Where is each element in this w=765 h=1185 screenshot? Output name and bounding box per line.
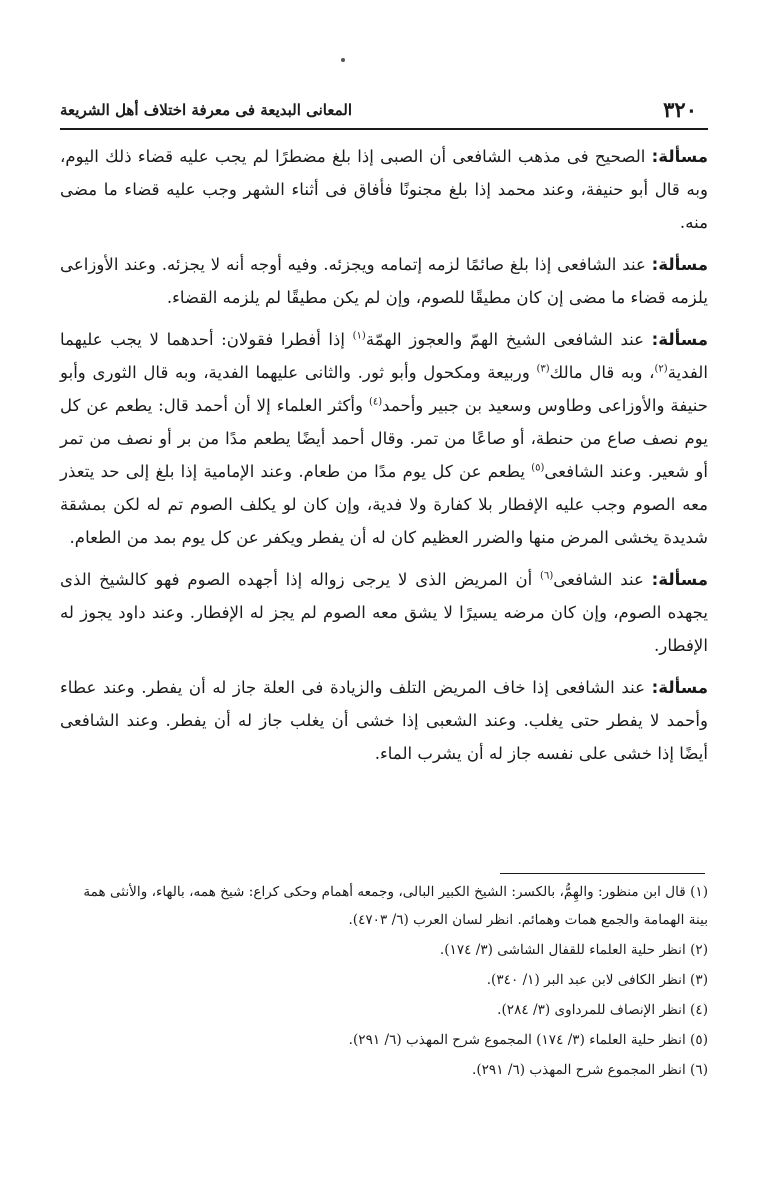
footnote: (٢) انظر حلية العلماء للقفال الشاشى (٣/ ١٧٤).	[439, 942, 708, 958]
paragraph-text: عند الشافعى إذا بلغ صائمًا لزمه إتمامه ويجزئه. وفيه أوجه أنه لا يجزئه. وعند الأوزاعى يلزمه قضاء ما مضى إن كان مطيقًا للصوم، وإن لم يكن مطيقًا لم يلزمه القضاء.	[60, 255, 708, 307]
paragraph-text: إذا أفطرا فقولان: أحدهما لا يجب عليهما الفدية	[60, 330, 708, 382]
issue-label: مسألة:	[651, 678, 708, 697]
running-title: المعانى البديعة فى معرفة اختلاف أهل الشريعة	[60, 101, 353, 119]
footnote: (٥) انظر حلية العلماء (٣/ ١٧٤) المجموع شرح المهذب (٦/ ٢٩١).	[348, 1032, 708, 1048]
issue-label: مسألة:	[651, 147, 708, 166]
footnote: (٣) انظر الكافى لابن عبد البر (١/ ٣٤٠).	[486, 972, 708, 988]
issue-label: مسألة:	[651, 330, 708, 349]
footnote-ref[interactable]: (٥)	[531, 462, 545, 474]
issue-label: مسألة:	[651, 255, 708, 274]
paragraph-text: وأكثر العلماء إلا أن أحمد قال: يطعم عن كل يوم نصف صاع من حنطة، أو صاعًا من تمر. وقال أحمد أيضًا يطعم مدًا من بر أو نصف من تمر أو شعير. وعند الشافعى	[60, 396, 708, 481]
issue-paragraph	[60, 248, 708, 314]
paragraph-text: يطعم عن كل يوم مدًا من طعام. وعند الإمامية إذا بلغ إلى حد يتعذر معه الصوم وجب عليه الإفطار بلا كفارة ولا فدية، وإن كان لو يكلف الصوم تم له لكن بمشقة شديدة يخشى المرض منها والضرر العظيم كان له أن يفطر ويكفر عن كل يوم بمد من الطعام.	[60, 462, 708, 547]
paragraph-text: وربيعة ومكحول وأبو ثور. والثانى عليهما الفدية، وبه قال الثورى وأبو حنيفة والأوزاعى وطاوس وسعيد بن جبير وأحمد	[60, 363, 708, 415]
footnote-ref[interactable]: (٦)	[540, 570, 554, 582]
footnote-ref[interactable]: (٣)	[536, 363, 550, 375]
footnote-ref[interactable]: (٢)	[654, 363, 668, 375]
paragraph-text: عند الشافعى	[553, 570, 652, 589]
page-number: ٣٢٠	[663, 97, 697, 122]
footnote-ref[interactable]: (٤)	[368, 396, 383, 408]
footnote: (١) قال ابن منظور: والهِمُّ، بالكسر: الشيخ الكبير البالى، وجمعه أهمام وحكى كراع: شيخ همه، بالهاء، والأنثى همة بينة الهمامة والجمع همات وهمائم. انظر لسان العرب (٦/ ٤٧٠٣).	[83, 884, 708, 928]
footnote: (٦) انظر المجموع شرح المهذب (٦/ ٢٩١).	[472, 1062, 708, 1078]
header-rule	[60, 128, 708, 130]
issue-paragraph	[60, 671, 708, 770]
paragraph-text: عند الشافعى إذا خاف المريض التلف والزيادة فى العلة جاز له أن يفطر. وعند عطاء وأحمد لا يفطر حتى يغلب. وعند الشعبى إذا خشى أن يغلب جاز له أن يفطر. وعند الشافعى أيضًا إذا خشى على نفسه جاز له أن يشرب الماء.	[60, 678, 708, 763]
issue-paragraph	[60, 563, 708, 662]
paragraph-text: أن المريض الذى لا يرجى زواله إذا أجهده الصوم فهو كالشيخ الذى يجهده الصوم، وإن كان مرضه يسيرًا لا يشق معه الصوم لم يجز له الإفطار. وعند داود يجوز له الإفطار.	[60, 570, 708, 655]
main-text	[60, 140, 708, 779]
paragraph-text: عند الشافعى الشيخ الهمّ والعجوز الهمّة	[365, 330, 652, 349]
paragraph-text: ، وبه قال مالك	[549, 363, 655, 382]
paragraph-text: الصحيح فى مذهب الشافعى أن الصبى إذا بلغ مضطرًا لم يجب عليه قضاء ذلك اليوم، وبه قال أبو حنيفة، وعند محمد إذا بلغ مجنونًا فأفاق فى أثناء الشهر وجب عليه قضاء ما مضى منه.	[60, 147, 708, 232]
footnote-rule	[500, 873, 705, 874]
footnotes	[60, 878, 708, 1086]
issue-label: مسألة:	[651, 570, 708, 589]
issue-paragraph	[60, 140, 708, 239]
top-dot-mark	[341, 58, 345, 62]
footnote-ref[interactable]: (١)	[352, 330, 366, 342]
issue-paragraph	[60, 323, 708, 554]
footnote: (٤) انظر الإنصاف للمرداوى (٣/ ٢٨٤).	[497, 1002, 708, 1018]
